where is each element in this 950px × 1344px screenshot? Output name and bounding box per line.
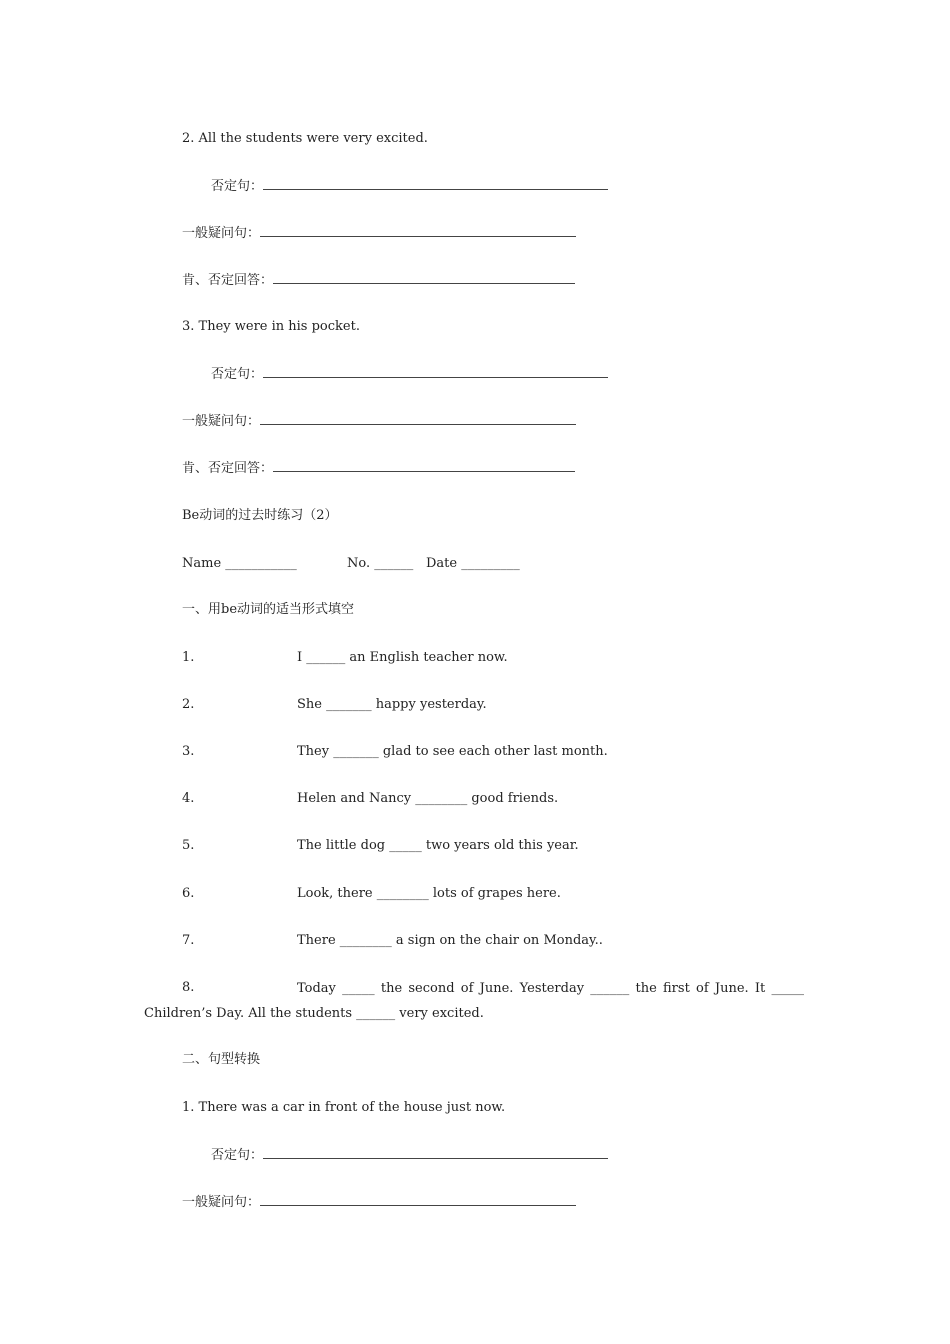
item-8-text: Today _____ the second of June. Yesterday ______ the first of June. It _____ Children’s Day. All the students ______ very excited. — [144, 981, 804, 1021]
answer-blank[interactable] — [263, 1147, 608, 1159]
exercise-2-question-row — [182, 225, 576, 242]
exercise-2-negative-row — [211, 178, 608, 195]
item-2-number: 2. — [182, 697, 195, 712]
question-label: 一般疑问句： — [182, 226, 261, 241]
exercise-3-negative-row — [211, 366, 608, 383]
answer-blank[interactable] — [260, 1194, 576, 1206]
item-5-text: The little dog _____ two years old this year. — [297, 838, 579, 853]
exercise-3-sentence: 3. They were in his pocket. — [182, 319, 360, 334]
question-label: 一般疑问句： — [182, 414, 261, 429]
answer-blank[interactable] — [273, 460, 575, 472]
answer-label: 肯、否定回答： — [182, 461, 274, 476]
item-6-text: Look, there ________ lots of grapes here. — [297, 886, 561, 901]
header-number: No. ______ — [347, 556, 414, 571]
section-2-sentence-1: 1. There was a car in front of the house just now. — [182, 1100, 506, 1115]
negative-label: 否定句： — [211, 1148, 264, 1163]
answer-blank[interactable] — [260, 225, 576, 237]
item-7-text: There ________ a sign on the chair on Monday.. — [297, 933, 603, 948]
negative-label: 否定句： — [211, 367, 264, 382]
item-2-text: She _______ happy yesterday. — [297, 697, 487, 712]
item-4-text: Helen and Nancy ________ good friends. — [297, 791, 559, 806]
question-label: 一般疑问句： — [182, 1195, 261, 1210]
section-2-heading: 二、句型转换 — [182, 1052, 261, 1067]
item-1-number: 1. — [182, 650, 195, 665]
section-2-question-row — [182, 1194, 576, 1211]
header-date: Date _________ — [426, 556, 520, 571]
section-1-heading: 一、用be动词的适当形式填空 — [182, 602, 355, 617]
header-name: Name ___________ — [182, 556, 297, 571]
item-1-text: I ______ an English teacher now. — [297, 650, 508, 665]
negative-label: 否定句： — [211, 179, 264, 194]
item-7-number: 7. — [182, 933, 195, 948]
item-5-number: 5. — [182, 838, 195, 853]
item-4-number: 4. — [182, 791, 195, 806]
answer-blank[interactable] — [263, 178, 608, 190]
item-8-number: 8. — [182, 980, 195, 995]
item-6-number: 6. — [182, 886, 195, 901]
worksheet-title: Be动词的过去时练习（2） — [182, 508, 338, 523]
answer-blank[interactable] — [263, 366, 608, 378]
answer-blank[interactable] — [260, 413, 576, 425]
answer-label: 肯、否定回答： — [182, 273, 274, 288]
section-2-negative-row — [211, 1147, 608, 1164]
item-3-number: 3. — [182, 744, 195, 759]
item-3-text: They _______ glad to see each other last month. — [297, 744, 608, 759]
exercise-2-sentence: 2. All the students were very excited. — [182, 131, 428, 146]
exercise-3-answer-row — [182, 460, 575, 477]
answer-blank[interactable] — [273, 272, 575, 284]
exercise-2-answer-row — [182, 272, 575, 289]
exercise-3-question-row — [182, 413, 576, 430]
